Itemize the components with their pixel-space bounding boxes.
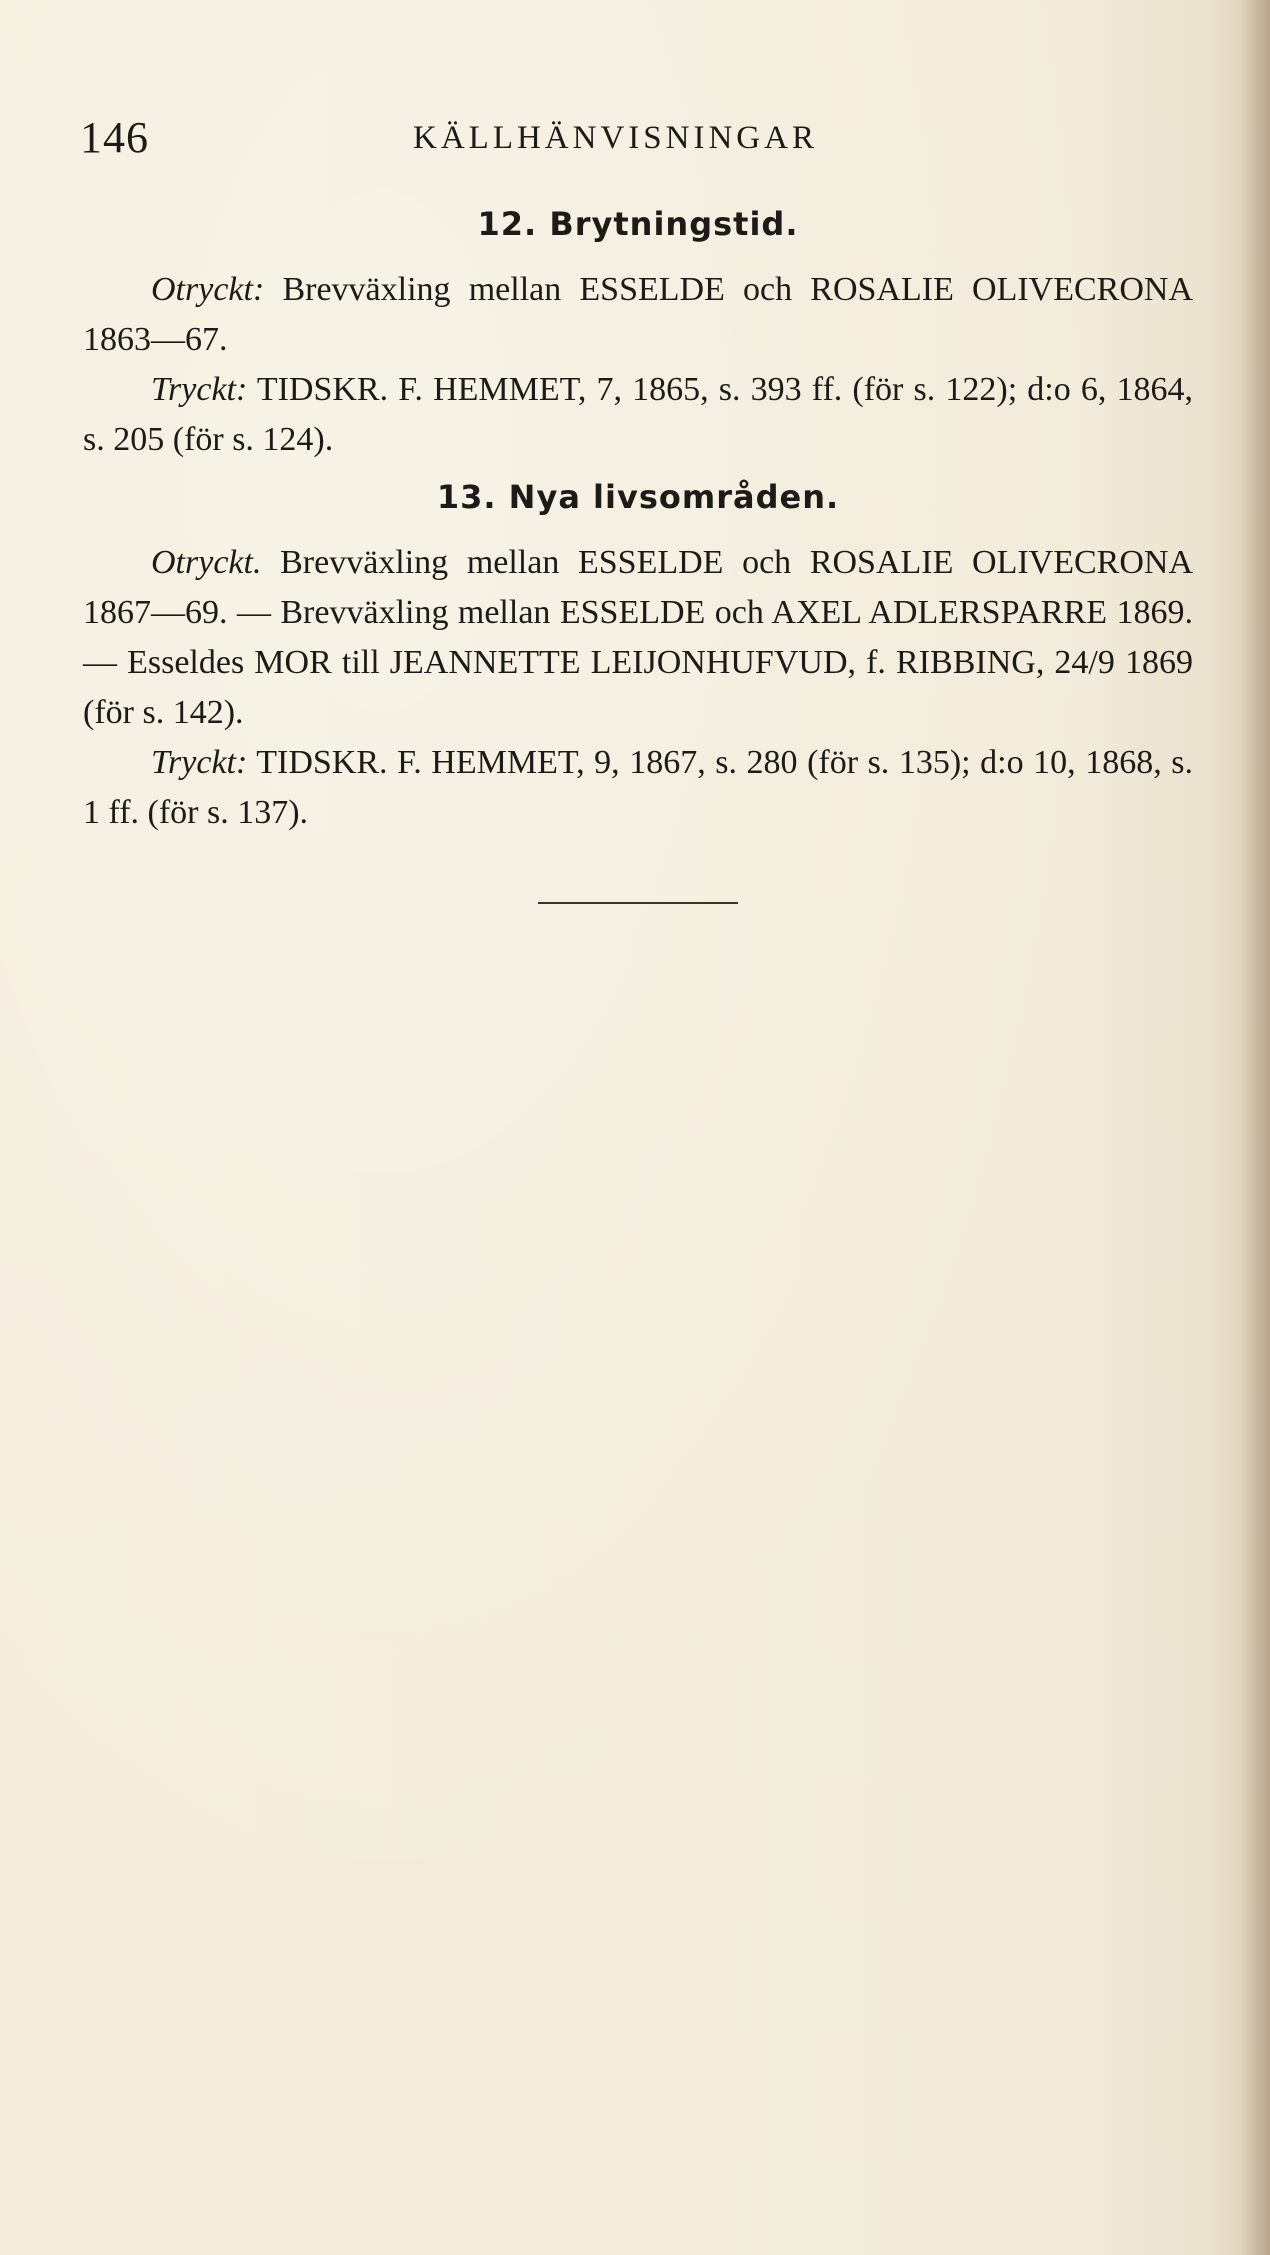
page-number: 146 [80,113,149,162]
section-12 [83,205,1193,465]
entry-text: Brevväxling mellan ESSELDE och ROSALIE OLIVECRONA 1867—69. — Brevväxling mellan ESSELDE och AXEL ADLERSPARRE 1869. — Esseldes MOR till JEANNETTE LEIJONHUFVUD, f. RIBBING, 24/9 1869 (för s. 142). [83,544,1193,731]
printed-sources-entry [83,365,1193,465]
entry-text: TIDSKR. F. HEMMET, 9, 1867, s. 280 (för s. 135); d:o 10, 1868, s. 1 ff. (för s. 137). [83,744,1193,831]
entry-label: Tryckt: [151,371,248,408]
page-edge-shadow [1240,0,1270,2255]
entry-text: Brevväxling mellan ESSELDE och ROSALIE OLIVECRONA 1863—67. [83,271,1193,358]
unprinted-sources-entry [83,265,1193,365]
entry-text: TIDSKR. F. HEMMET, 7, 1865, s. 393 ff. (för s. 122); d:o 6, 1864, s. 205 (för s. 124). [83,371,1193,458]
running-head [80,112,1190,162]
section-13 [83,478,1193,838]
entry-label: Otryckt. [151,544,262,581]
section-heading: 13. Nya livsområden. [436,478,840,516]
running-title: KÄLLHÄNVISNINGAR [413,120,818,156]
printed-sources-entry [83,738,1193,838]
section-heading: 12. Brytningstid. [477,205,799,243]
entry-label: Otryckt: [151,271,265,308]
entry-label: Tryckt: [151,744,248,781]
end-rule [538,902,738,904]
unprinted-sources-entry [83,538,1193,738]
